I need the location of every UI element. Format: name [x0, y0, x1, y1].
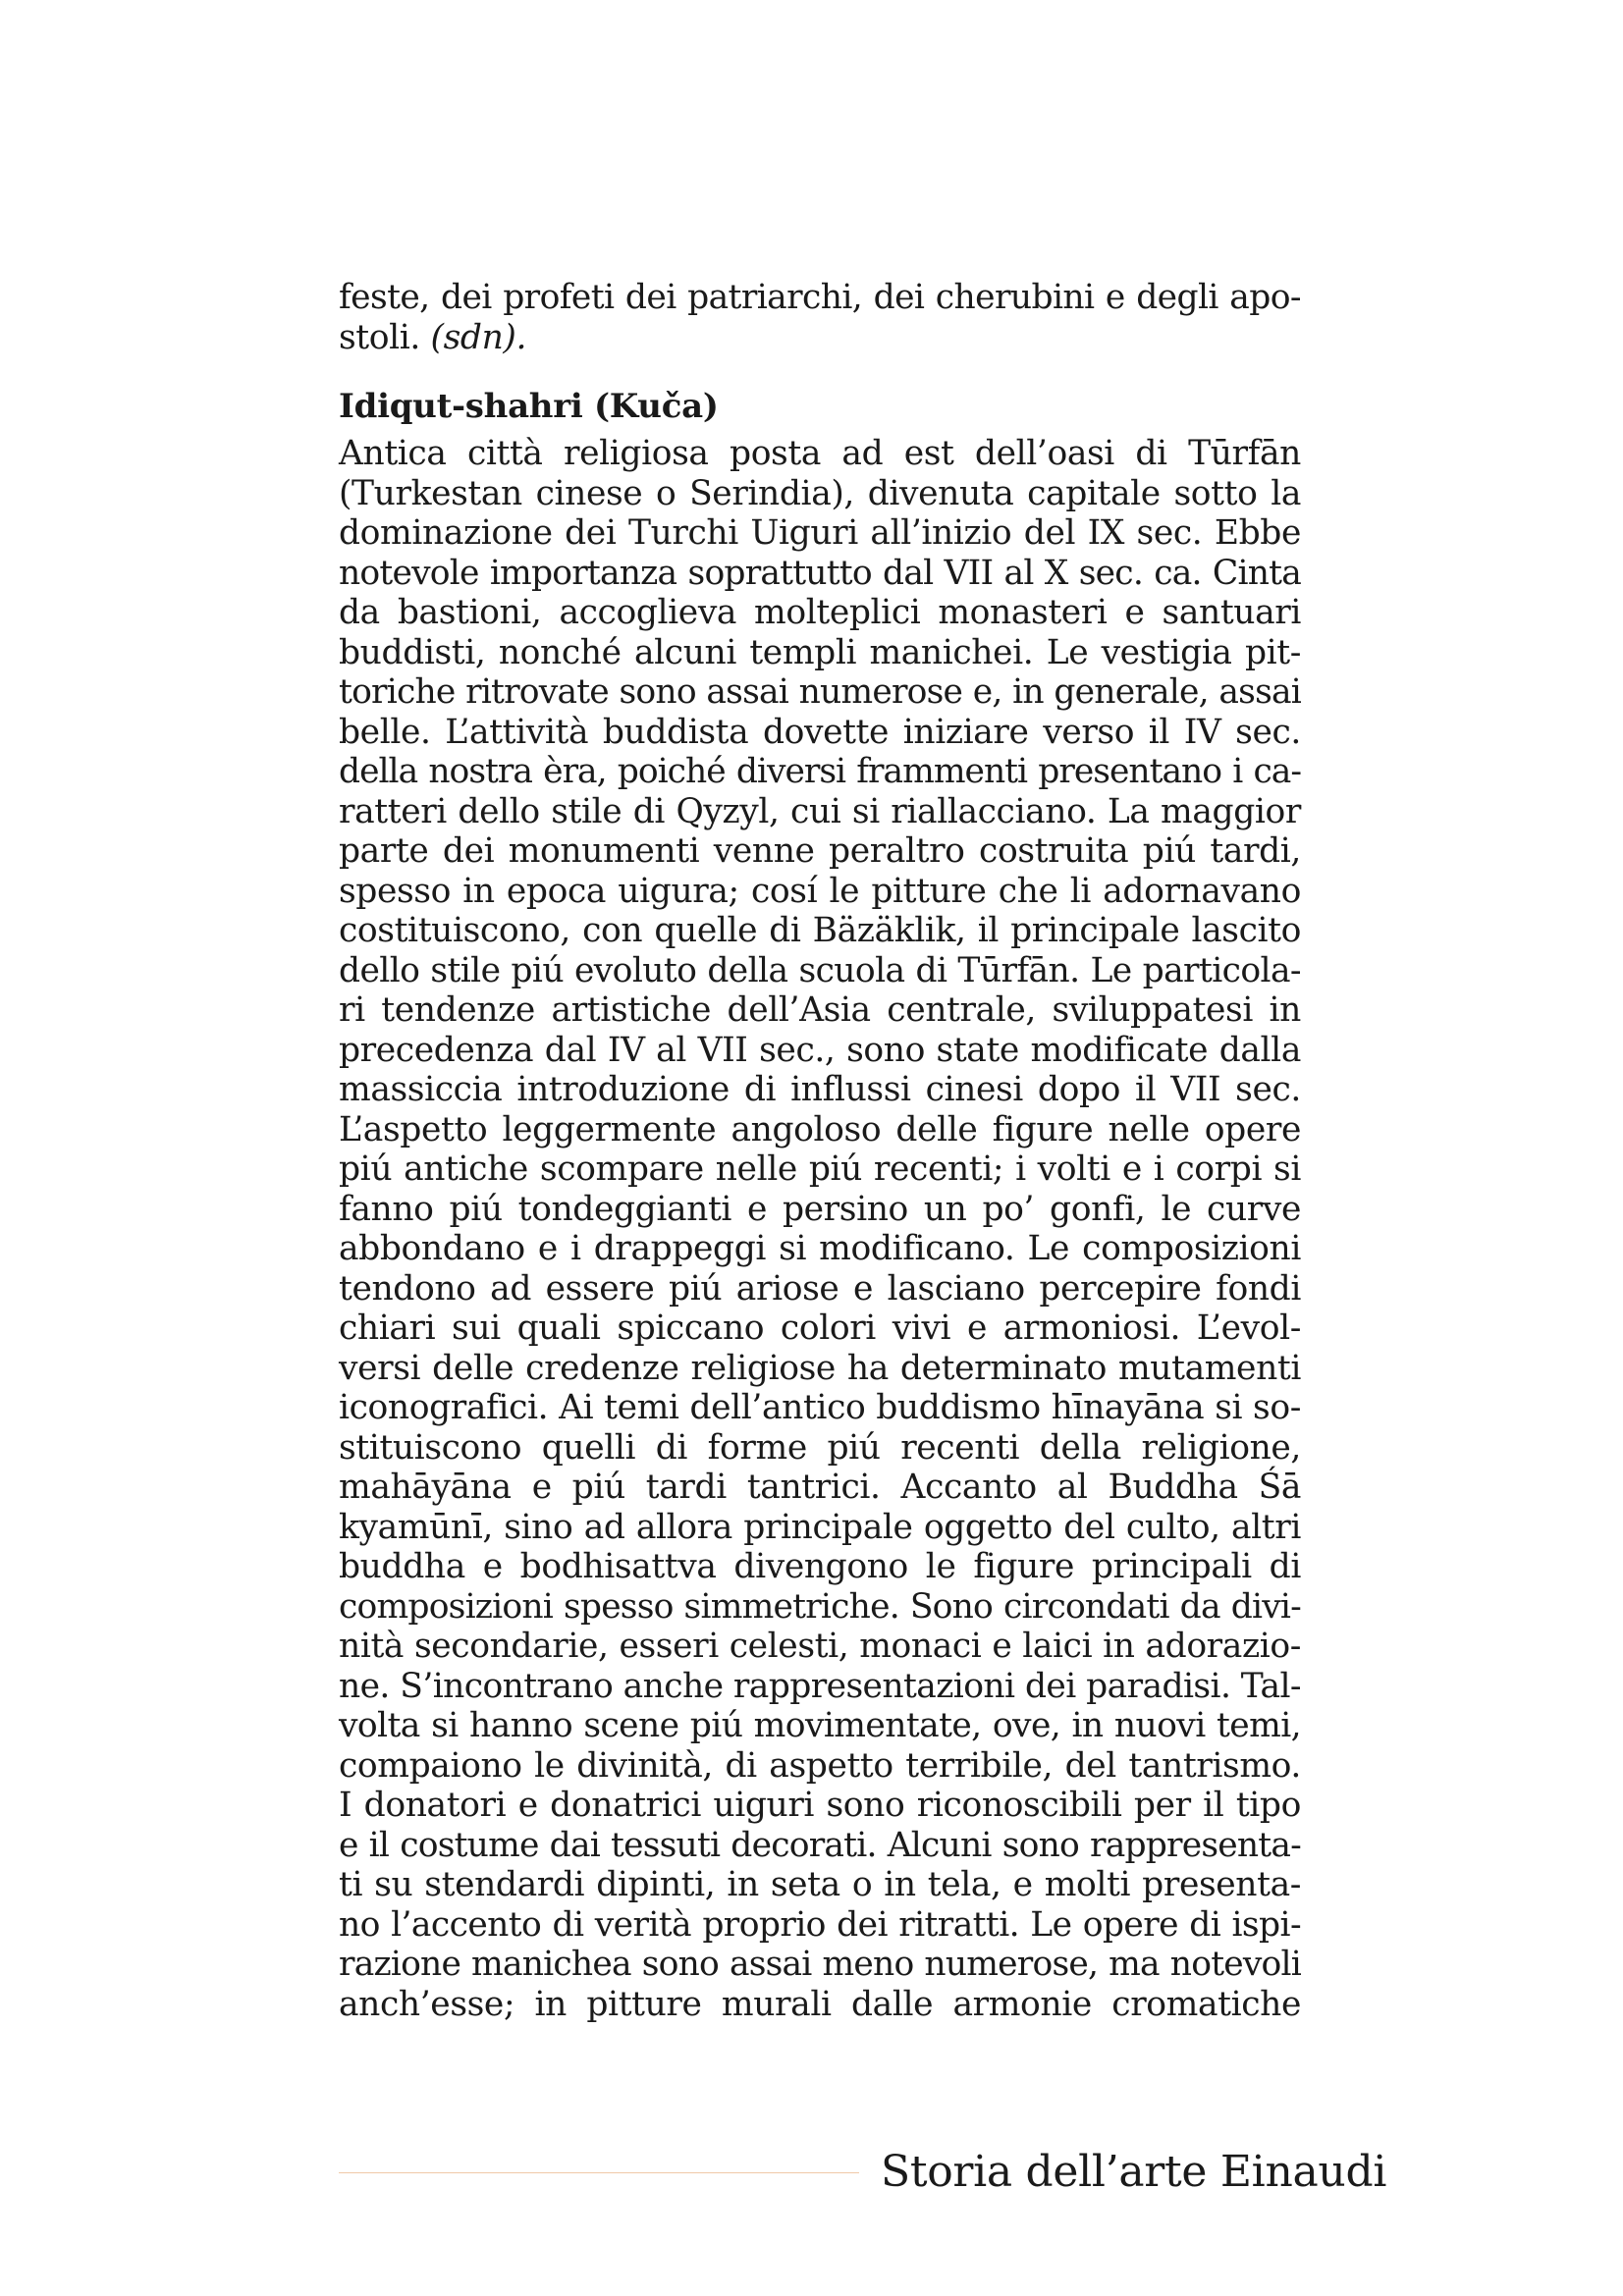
text-line: I donatori e donatrici uiguri sono riconoscibili per il tipo: [339, 1786, 1301, 1825]
text-line: feste, dei profeti dei patriarchi, dei cherubini e degli apo-: [339, 278, 1301, 317]
author-signature: (sdn).: [430, 317, 527, 357]
text-line: versi delle credenze religiose ha determinato mutamenti: [339, 1348, 1301, 1388]
text-line: chiari sui quali spiccano colori vivi e armoniosi. L’evol-: [339, 1308, 1301, 1348]
text-line: costituiscono, con quelle di Bäzäklik, il principale lascito: [339, 911, 1301, 950]
text-line: ti su stendardi dipinti, in seta o in tela, e molti presenta-: [339, 1865, 1301, 1904]
text-line: buddha e bodhisattva divengono le figure principali di: [339, 1547, 1301, 1586]
text-line: notevole importanza soprattutto dal VII al X sec. ca. Cinta: [339, 553, 1301, 593]
text-line: spesso in epoca uigura; cosí le pitture che li adornavano: [339, 871, 1301, 911]
text-line: belle. L’attività buddista dovette iniziare verso il IV sec.: [339, 712, 1301, 752]
footer-title: Storia dell’arte Einaudi: [881, 2147, 1387, 2197]
text-fragment: stoli.: [339, 317, 431, 357]
text-line: della nostra èra, poiché diversi frammenti presentano i ca-: [339, 752, 1301, 791]
entry-paragraph: [339, 434, 1301, 2024]
text-line: kyamūnī, sino ad allora principale oggetto del culto, altri: [339, 1507, 1301, 1547]
text-line: compaiono le divinità, di aspetto terribile, del tantrismo.: [339, 1745, 1301, 1786]
text-line: buddisti, nonché alcuni templi manichei. Le vestigia pit-: [339, 632, 1301, 672]
text-line: dello stile piú evoluto della scuola di Tūrfān. Le particola-: [339, 950, 1301, 990]
text-line: volta si hanno scene piú movimentate, ove, in nuovi temi,: [339, 1706, 1301, 1745]
entry-heading: Idiqut-shahri (Kuča): [339, 387, 719, 426]
text-line: (Turkestan cinese o Serindia), divenuta capitale sotto la: [339, 473, 1301, 513]
page-body: [339, 278, 1301, 2024]
text-line: no l’accento di verità proprio dei ritratti. Le opere di ispi-: [339, 1904, 1301, 1945]
text-line: massiccia introduzione di influssi cinesi dopo il VII sec.: [339, 1070, 1301, 1109]
text-line: e il costume dai tessuti decorati. Alcuni sono rappresenta-: [339, 1825, 1301, 1865]
text-line: mahāyāna e piú tardi tantrici. Accanto al Buddha Śā: [339, 1468, 1301, 1507]
text-line: parte dei monumenti venne peraltro costruita piú tardi,: [339, 831, 1301, 871]
text-line: ne. S’incontrano anche rappresentazioni dei paradisi. Tal-: [339, 1666, 1301, 1706]
intro-paragraph: [339, 278, 1301, 357]
text-line: abbondano e i drappeggi si modificano. Le composizioni: [339, 1229, 1301, 1268]
text-line: tendono ad essere piú ariose e lasciano percepire fondi: [339, 1268, 1301, 1308]
text-line: precedenza dal IV al VII sec., sono state modificate dalla: [339, 1030, 1301, 1070]
text-line: fanno piú tondeggianti e persino un po’ gonfi, le curve: [339, 1189, 1301, 1229]
text-line: da bastioni, accoglieva molteplici monasteri e santuari: [339, 593, 1301, 632]
text-line: anch’esse; in pitture murali dalle armonie cromatiche: [339, 1984, 1301, 2024]
text-line: L’aspetto leggermente angoloso delle figure nelle opere: [339, 1109, 1301, 1149]
footer-rule: [339, 2172, 859, 2173]
text-line: nità secondarie, esseri celesti, monaci e laici in adorazio-: [339, 1627, 1301, 1666]
text-line: razione manichea sono assai meno numerose, ma notevoli: [339, 1945, 1301, 1984]
text-line: piú antiche scompare nelle piú recenti; i volti e i corpi si: [339, 1149, 1301, 1189]
text-line: stituiscono quelli di forme piú recenti della religione,: [339, 1427, 1301, 1468]
text-line: dominazione dei Turchi Uiguri all’inizio del IX sec. Ebbe: [339, 513, 1301, 553]
text-line: iconografici. Ai temi dell’antico buddismo hīnayāna si so-: [339, 1388, 1301, 1427]
text-line: [339, 318, 1301, 358]
text-line: composizioni spesso simmetriche. Sono circondati da divi-: [339, 1586, 1301, 1627]
text-line: ratteri dello stile di Qyzyl, cui si riallacciano. La maggior: [339, 791, 1301, 831]
text-line: ri tendenze artistiche dell’Asia centrale, sviluppatesi in: [339, 990, 1301, 1030]
text-line: Antica città religiosa posta ad est dell’oasi di Tūrfān: [339, 434, 1301, 473]
text-line: toriche ritrovate sono assai numerose e, in generale, assai: [339, 672, 1301, 712]
